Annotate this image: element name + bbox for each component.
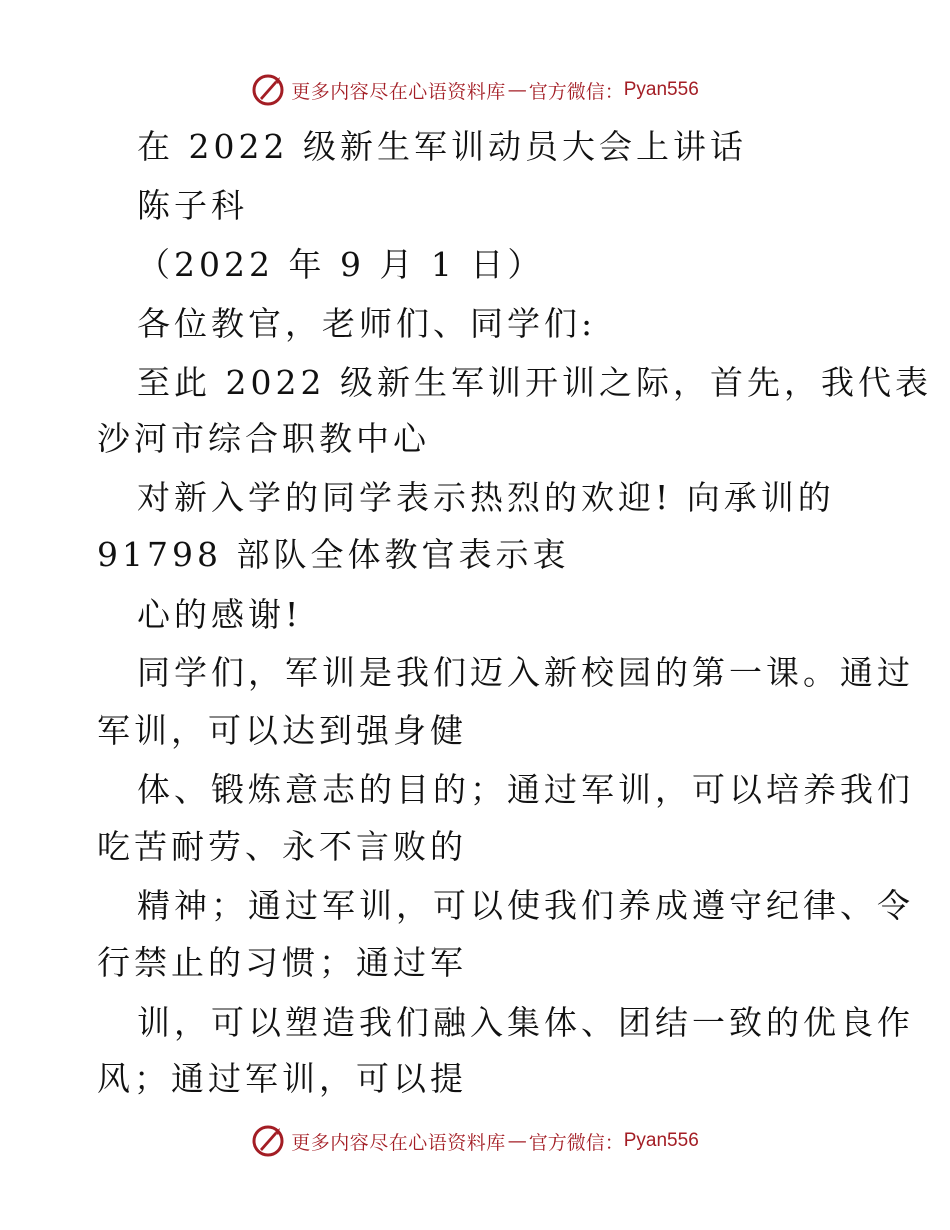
speaker-name: 陈子科 <box>137 186 248 225</box>
body-line: 行禁止的习惯；通过军 <box>97 943 467 982</box>
body-line: 心的感谢! <box>137 595 303 634</box>
watermark-wechat-id: Pyan556 <box>623 1130 699 1151</box>
salutation: 各位教官，老师们、同学们: <box>137 304 597 343</box>
body-line: 体、锻炼意志的目的；通过军训，可以培养我们 <box>137 770 914 809</box>
watermark-wechat-label: 官方微信： <box>528 80 624 103</box>
body-line: 军训，可以达到强身健 <box>97 711 467 750</box>
quill-logo-icon <box>251 73 285 107</box>
watermark-wechat-label: 官方微信： <box>528 1131 624 1154</box>
body-line: 精神；通过军训，可以使我们养成遵守纪律、令 <box>137 886 914 925</box>
body-line: 训，可以塑造我们融入集体、团结一致的优良作 <box>137 1003 914 1042</box>
body-line: 91798 部队全体教官表示衷 <box>97 535 570 574</box>
speech-date: （2022 年 9 月 1 日） <box>137 245 545 284</box>
body-line: 吃苦耐劳、永不言败的 <box>97 827 467 866</box>
body-line: 对新入学的同学表示热烈的欢迎! 向承训的 <box>137 478 835 517</box>
body-line: 同学们，军训是我们迈入新校园的第一课。通过 <box>137 653 914 692</box>
watermark-text: 更多内容尽在心语资料库 <box>291 1131 506 1154</box>
footer-watermark <box>0 1121 950 1161</box>
quill-logo-icon <box>251 1124 285 1158</box>
header-watermark <box>0 70 950 110</box>
body-line: 沙河市综合职教中心 <box>97 419 430 458</box>
body-line: 风；通过军训，可以提 <box>97 1059 467 1098</box>
body-line: 至此 2022 级新生军训开训之际，首先，我代表 <box>137 363 932 402</box>
speech-title: 在 2022 级新生军训动员大会上讲话 <box>137 127 747 166</box>
watermark-separator: — <box>507 79 527 101</box>
watermark-text: 更多内容尽在心语资料库 <box>291 80 506 103</box>
watermark-wechat-id: Pyan556 <box>623 79 699 100</box>
watermark-separator: — <box>507 1130 527 1152</box>
